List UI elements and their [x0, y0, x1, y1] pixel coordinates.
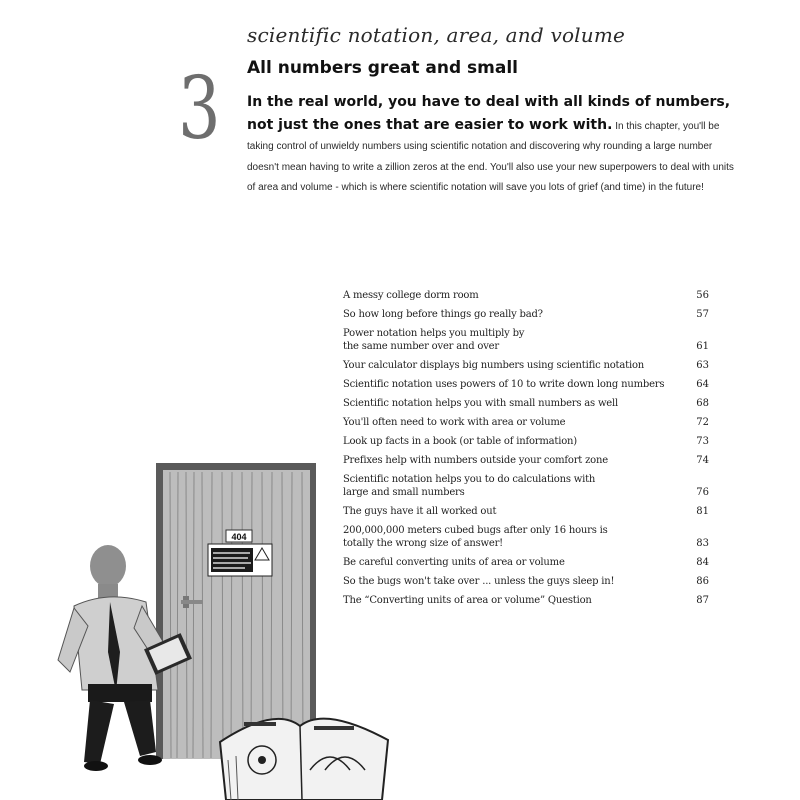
toc-entry-title: Your calculator displays big numbers using scientific notation — [343, 360, 645, 371]
toc-entry-page: 87 — [696, 595, 709, 606]
toc-entry-page: 86 — [696, 576, 709, 587]
toc-entry-page: 81 — [696, 506, 709, 517]
toc-entry-page: 61 — [696, 341, 709, 352]
toc-entry-title: Look up facts in a book (or table of information) — [343, 436, 577, 447]
toc-entry-title: A messy college dorm room — [343, 290, 479, 301]
toc-entry-page: 68 — [696, 398, 709, 409]
toc-entry-page: 63 — [696, 360, 709, 371]
intro-body: In this chapter, you'll be taking control of unwieldy numbers using scientific notation and discovering why rounding a large number doesn't mean having to write a zillion zeros at the end. You'll also use your new superpowers to deal with units of area and volume - which is where scientific notation will save you lots of grief (and time) in the future! — [247, 120, 734, 193]
intro-lead: In the real world, you have to deal with all kinds of numbers, not just the ones that are easier to work with. — [247, 94, 731, 133]
toc-entry-page: 83 — [696, 538, 709, 549]
chapter-number: 3 — [178, 59, 221, 159]
toc-entry-page: 56 — [696, 290, 709, 301]
toc-entry-title: The guys have it all worked out — [343, 506, 497, 517]
toc-entry-page: 57 — [696, 309, 709, 320]
toc-entry-title: The “Converting units of area or volume” Question — [343, 595, 592, 606]
dorm-door — [156, 463, 316, 759]
open-book — [220, 719, 388, 800]
chapter-title: All numbers great and small — [247, 58, 518, 78]
toc-entry-title: Power notation helps you multiply by the same number over and over — [343, 328, 525, 352]
toc-entry-title: Prefixes help with numbers outside your comfort zone — [343, 455, 608, 466]
toc-entry-page: 74 — [696, 455, 709, 466]
toc-entry-title: 200,000,000 meters cubed bugs after only 16 hours is totally the wrong size of answer! — [343, 525, 608, 549]
chapter-kicker: scientific notation, area, and volume — [247, 23, 626, 47]
door-number: 404 — [231, 532, 247, 542]
toc-entry-page: 73 — [696, 436, 709, 447]
toc-entry-title: Scientific notation helps you to do calculations with large and small numbers — [343, 474, 596, 498]
toc-entry-title: So how long before things go really bad? — [343, 309, 543, 320]
toc-entry-title: Be careful converting units of area or volume — [343, 557, 565, 568]
toc-entry-page: 76 — [696, 487, 709, 498]
toc-entry-title: Scientific notation uses powers of 10 to write down long numbers — [343, 379, 665, 390]
toc-entry-page: 64 — [696, 379, 709, 390]
toc-entry-page: 84 — [696, 557, 709, 568]
toc-entry-title: Scientific notation helps you with small numbers as well — [343, 398, 619, 409]
toc-entry-title: So the bugs won't take over ... unless the guys sleep in! — [343, 576, 615, 587]
toc-entry-title: You'll often need to work with area or volume — [343, 417, 566, 428]
toc-entry-page: 72 — [696, 417, 709, 428]
